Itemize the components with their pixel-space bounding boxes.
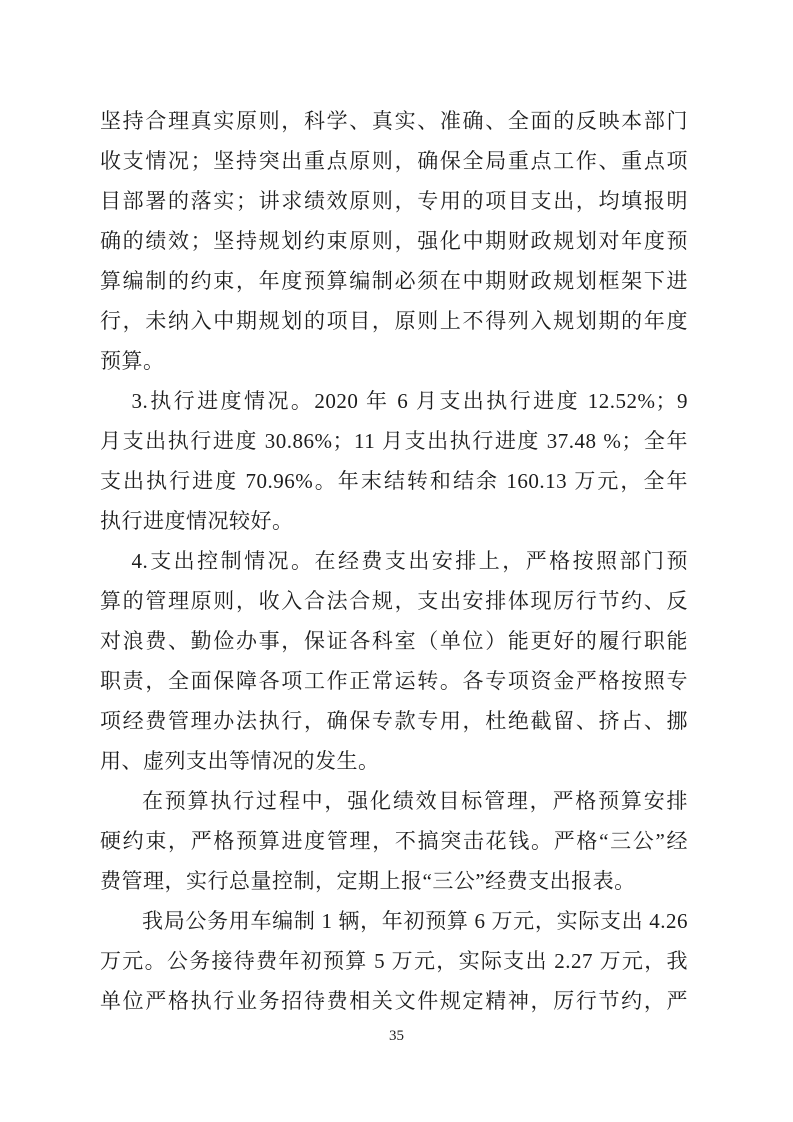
text-line: 支出执行进度 70.96%。年末结转和结余 160.13 万元，全年 xyxy=(100,469,688,493)
text-line: 我局公务用车编制 1 辆，年初预算 6 万元，实际支出 4.26 xyxy=(142,909,688,933)
text-line: 坚持合理真实原则，科学、真实、准确、全面的反映本部门 xyxy=(100,109,688,133)
text-line: 收支情况；坚持突出重点原则，确保全局重点工作、重点项 xyxy=(100,149,688,173)
text-line: 确的绩效；坚持规划约束原则，强化中期财政规划对年度预 xyxy=(100,229,688,253)
text-line: 项经费管理办法执行，确保专款专用，杜绝截留、挤占、挪 xyxy=(100,709,688,733)
text-line: 行，未纳入中期规划的项目，原则上不得列入规划期的年度 xyxy=(100,309,688,333)
text-line: 硬约束，严格预算进度管理，不搞突击花钱。严格“三公”经 xyxy=(100,829,688,853)
text-line: 预算。 xyxy=(100,349,165,373)
text-line: 在预算执行过程中，强化绩效目标管理，严格预算安排 xyxy=(142,789,688,813)
text-line: 职责，全面保障各项工作正常运转。各专项资金严格按照专 xyxy=(100,669,688,693)
text-line: 执行进度情况较好。 xyxy=(100,509,294,533)
text-line: 月支出执行进度 30.86%；11 月支出执行进度 37.48 %；全年 xyxy=(100,429,688,453)
text-line: 万元。公务接待费年初预算 5 万元，实际支出 2.27 万元，我 xyxy=(100,949,688,973)
page-number: 35 xyxy=(389,1028,404,1044)
text-line: 对浪费、勤俭办事，保证各科室（单位）能更好的履行职能 xyxy=(100,629,688,653)
text-line: 算编制的约束，年度预算编制必须在中期财政规划框架下进 xyxy=(100,269,688,293)
document-body xyxy=(100,101,688,1021)
text-line: 4.支出控制情况。在经费支出安排上，严格按照部门预 xyxy=(131,549,688,573)
text-line: 目部署的落实；讲求绩效原则，专用的项目支出，均填报明 xyxy=(100,189,688,213)
text-line: 费管理，实行总量控制，定期上报“三公”经费支出报表。 xyxy=(100,869,636,893)
text-line: 单位严格执行业务招待费相关文件规定精神，厉行节约，严 xyxy=(100,989,688,1013)
text-line: 算的管理原则，收入合法合规，支出安排体现厉行节约、反 xyxy=(100,589,688,613)
text-line: 用、虚列支出等情况的发生。 xyxy=(100,749,380,773)
text-line: 3.执行进度情况。2020 年 6 月支出执行进度 12.52%；9 xyxy=(131,389,688,413)
